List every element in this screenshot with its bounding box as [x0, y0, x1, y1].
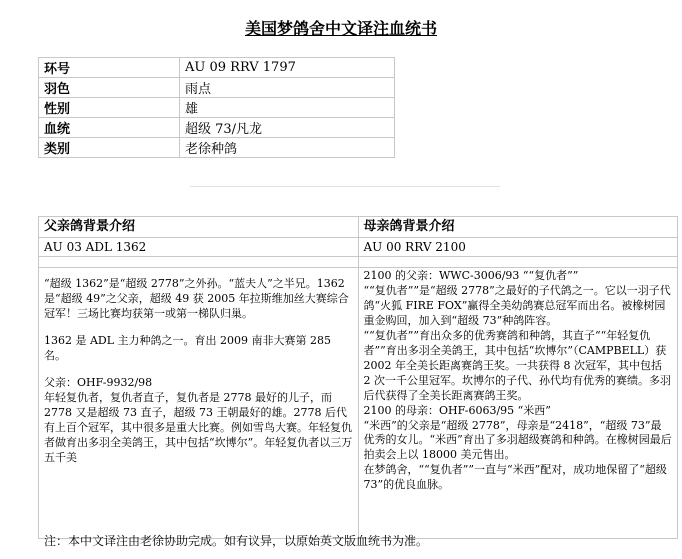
info-label: 类别	[39, 138, 180, 158]
mother-description	[358, 267, 678, 538]
info-value: 超级 73/凡龙	[180, 118, 395, 138]
mother-text: 2100 的父亲：WWC-3006/93 ““复仇者”” ““复仇者””是“超级 2778”之最好的子代鸽之一。它以一羽子代鸽“火狐 FIRE FOX”赢得全美幼鸽赛总冠军而出名。被橡树园重金购回，加入到“超级 73”种鸽阵容。 ““复仇者””育出众多的优秀赛鸽和种鸽，其直子““年轻复仇者””育出多羽全美鸽王，其中包括“坎博尔”（CAMPBELL）获 2002 年全美长距离赛鸽王奖。一共获得 8 次冠军，其中包括 2 次一千公里冠军。坎博尔的子代、孙代均有优秀的赛绩。多羽后代获得了全美长距离赛鸽王奖。 2100 的母亲：OHF-6063/95 “米西” “米西”的父亲是“超级 2778”，母亲是“2418”，“超级 73”最优秀的女儿。“米西”育出了多羽超级赛鸽和种鸽。在橡树园最后拍卖会上以 18000 美元售出。 在梦鸽舍，““复仇者””一直与“米西”配对，成功地保留了“超级 73”的优良血脉。	[363, 268, 672, 492]
father-ring: AU 03 ADL 1362	[39, 237, 359, 256]
father-description	[39, 267, 359, 538]
info-label: 血统	[39, 118, 180, 138]
info-label: 羽色	[39, 78, 180, 98]
footnote: 注：本中文译注由老徐协助完成。如有议异，以原始英文版血统书为准。	[44, 534, 429, 548]
mother-ring: AU 00 RRV 2100	[358, 237, 678, 256]
father-para-2: 1362 是 ADL 主力种鸽之一。育出 2009 南非大赛第 285 名。	[44, 333, 332, 362]
father-para-3: 父亲：OHF-9932/98 年轻复仇者，复仇者直子，复仇者是 2778 最好的儿子，而 2778 又是超级 73 直子，超级 73 王朝最好的雄。2778 后代有上百个冠军，其中很多是重大比赛。例如雪鸟大赛。年轻复仇者做育出多羽全美鸽王，其中包括“坎博尔”。年轻复仇者以三万五千美	[44, 375, 353, 464]
info-row	[39, 78, 395, 98]
father-para-1: “超级 1362”是“超级 2778”之外孙。“蓝夫人”之半兄。1362 是“超级 49”之父亲，超级 49 获 2005 年拉斯维加丝大赛综合冠军！三场比赛均获第一或第一梯队归巢。	[44, 276, 349, 320]
page-title: 美国梦鸽舍中文译注血统书	[244, 19, 437, 38]
mother-heading: 母亲鸽背景介绍	[358, 217, 678, 238]
info-row	[39, 58, 395, 78]
info-value: 老徐种鸽	[180, 138, 395, 158]
info-label: 性别	[39, 98, 180, 118]
info-row	[39, 138, 395, 158]
pigeon-info-table	[38, 57, 395, 158]
info-value: 雄	[180, 98, 395, 118]
info-label: 环号	[39, 58, 180, 78]
info-row	[39, 98, 395, 118]
info-value: AU 09 RRV 1797	[180, 58, 395, 78]
divider	[190, 186, 500, 187]
info-value: 雨点	[180, 78, 395, 98]
info-row	[39, 118, 395, 138]
blank-cell	[358, 256, 678, 267]
father-heading: 父亲鸽背景介绍	[39, 217, 359, 238]
parents-table	[38, 216, 678, 539]
blank-cell	[39, 256, 359, 267]
